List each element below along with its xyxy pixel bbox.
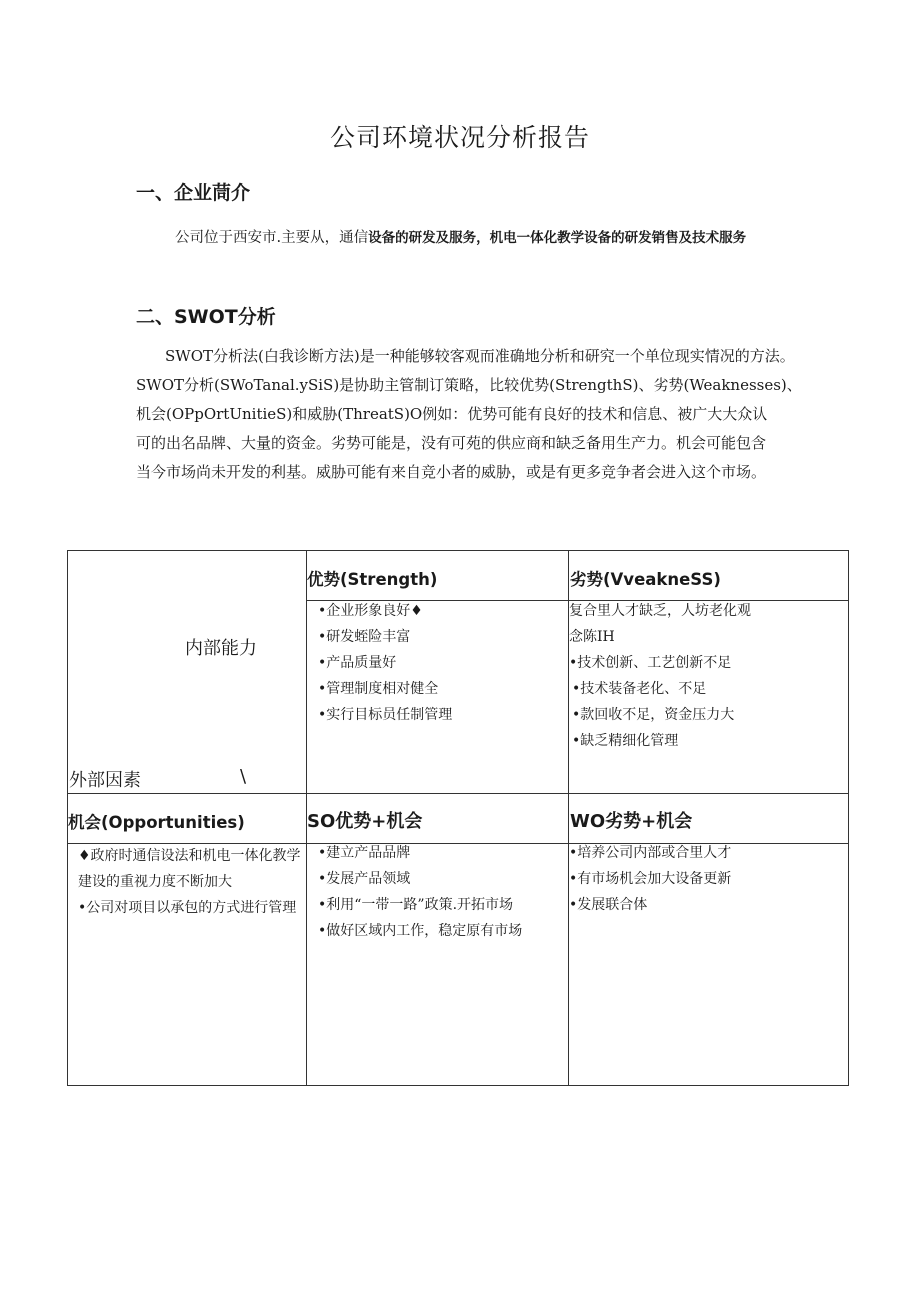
internal-capability-label: 内部能力 [185,638,257,659]
strength-header: 优势(Strength) [307,570,438,589]
list-item: •款回收不足，资金压力大 [572,707,735,723]
external-factors-label: 外部因素 [69,770,141,791]
list-item: •缺乏精细化管理 [572,733,679,749]
list-item: •做好区域内工作，稳定原有市场 [318,923,523,939]
paragraph-line: 可的出名品牌、大量的资金。劣势可能是，没有可苑的供应商和缺乏备用生产力。机会可能包含 [136,434,767,452]
weakness-list [569,598,844,754]
list-item: •发展联合体 [569,897,648,913]
section-heading-swot: 二、SWOT分析 [136,306,276,328]
list-item: •公司对项目以承包的方式进行管理 [78,900,297,916]
report-title: 公司环境状况分析报告 [329,123,590,152]
paragraph-line: 机会(OPpOrtUnitieS)和威胁(ThreatS)O例如：优势可能有良好的技术和信息、被广大大众认 [136,405,768,423]
intro-text-plain: 公司位于西安市.主要从，通信 [175,230,369,246]
intro-text-bold: 设备的研发及服务，机电一体化教学设备的研发销售及技术服务 [368,230,747,246]
list-item: •培养公司内部或合里人才 [569,845,732,861]
so-list [307,840,563,944]
list-item: 念陈IH [569,629,615,645]
list-item: •产品质量好 [318,655,397,671]
weakness-header: 劣势(VveakneSS) [570,570,721,589]
list-item: •有市场机会加大设备更新 [569,871,732,887]
list-item: •实行目标员任制管理 [318,707,453,723]
list-item: •利用“一带一路”政策.开拓市场 [318,897,514,913]
so-header: SO优势+机会 [307,811,423,832]
list-item: •技术创新、工艺创新不足 [569,655,732,671]
list-item: ♦政府时通信设法和机电一体化教学建设的重视力度不断加大 [78,848,301,890]
section-heading-intro: 一、企业茼介 [136,182,251,204]
wo-header: WO劣势+机会 [570,811,693,832]
diagonal-mark: \ [240,766,247,787]
list-item: •研发蛭险丰富 [318,629,411,645]
list-item: 复合里人才缺乏，人坊老化观 [569,603,751,619]
company-intro-text [175,226,746,247]
opportunity-list [68,843,302,921]
paragraph-line: SWOT分析法(白我诊断方法)是一种能够较客观而准确地分析和研究一个单位现实情况的方法。 [165,347,795,365]
table-divider [67,793,849,794]
list-item: •技术装备老化、不足 [572,681,707,697]
list-item: •管理制度相对健全 [318,681,439,697]
paragraph-line: 当今市场尚未开发的利基。威胁可能有来自竞小者的威胁，或是有更多竞争者会进入这个市场。 [136,463,767,481]
swot-paragraph [136,342,864,487]
wo-list [569,840,844,918]
list-item: •建立产品品牌 [318,845,411,861]
list-item: •企业形象良好♦ [318,603,423,619]
opportunity-header: 机会(Opportunities) [68,813,245,832]
list-item: •发展产品领域 [318,871,411,887]
paragraph-line: SWOT分析(SWoTanal.ySiS)是协助主管制订策略，比较优势(StrengthS)、劣势(Weaknesses)、 [136,376,802,394]
strength-list [318,598,563,728]
